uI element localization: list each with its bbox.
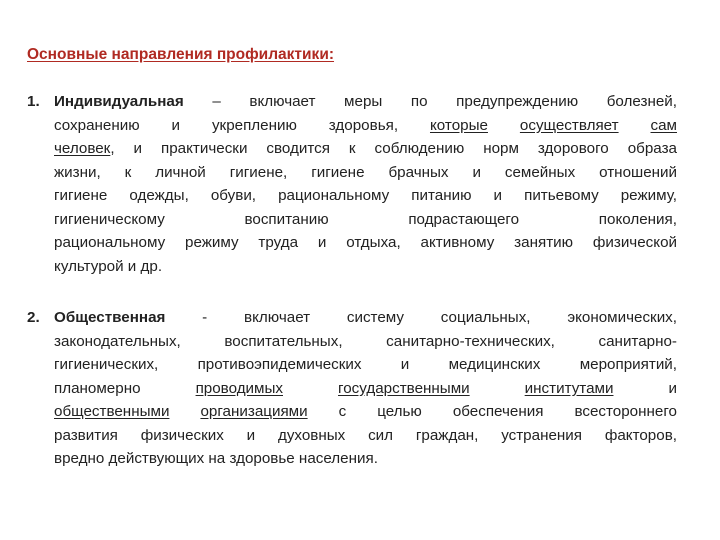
underlined-word: общественными (54, 403, 170, 420)
underlined-word: институтами (524, 379, 614, 397)
text-line: планомерно проводимых государственными институтами и (54, 379, 677, 397)
underlined-word: государственными (338, 379, 470, 397)
text-line: жизни, к личной гигиене, гигиене брачных и семейных отношений (54, 163, 677, 181)
list-item-public (27, 306, 677, 471)
text-line: вредно действующих на здоровье населения. (54, 450, 378, 467)
text-line: общественными организациями с целью обеспечения всестороннего (54, 403, 677, 420)
item-term: Общественная (54, 309, 166, 326)
underlined-word: сам (650, 116, 677, 134)
underlined-word: осуществляет (519, 116, 619, 134)
item-term: Индивидуальная (54, 93, 184, 110)
text-line: человек, и практически сводится к соблюдению норм здорового образа (54, 140, 677, 157)
text-line: сохранению и укреплению здоровья, которые осуществляет сам (54, 116, 677, 134)
text-line: законодательных, воспитательных, санитарно-технических, санитарно- (54, 332, 677, 350)
list-item-individual (27, 90, 677, 278)
text-line: гигиене одежды, обуви, рациональному питанию и питьевому режиму, (54, 187, 677, 204)
item-text (54, 90, 677, 278)
underlined-word: которые (429, 116, 488, 134)
text-line: гигиенических, противоэпидемических и медицинских мероприятий, (54, 356, 677, 373)
underlined-word: проводимых (195, 379, 283, 397)
text-line: Общественная - включает систему социальных, экономических, (54, 309, 677, 326)
text-line: культурой и др. (54, 257, 163, 275)
item-number: 1. (27, 93, 40, 110)
underlined-word: организациями (200, 403, 308, 420)
text-line: Индивидуальная – включает меры по предупреждению болезней, (54, 93, 677, 110)
text-line: гигиеническому воспитанию подрастающего поколения, (54, 210, 677, 228)
underlined-word: человек (54, 140, 111, 157)
item-text (54, 306, 677, 471)
item-number: 2. (27, 309, 40, 326)
slide-title: Основные направления профилактики: (27, 46, 335, 63)
text-line: развития физических и духовных сил граждан, устранения факторов, (54, 426, 677, 444)
text-line: рациональному режиму труда и отдыха, активному занятию физической (54, 234, 677, 251)
